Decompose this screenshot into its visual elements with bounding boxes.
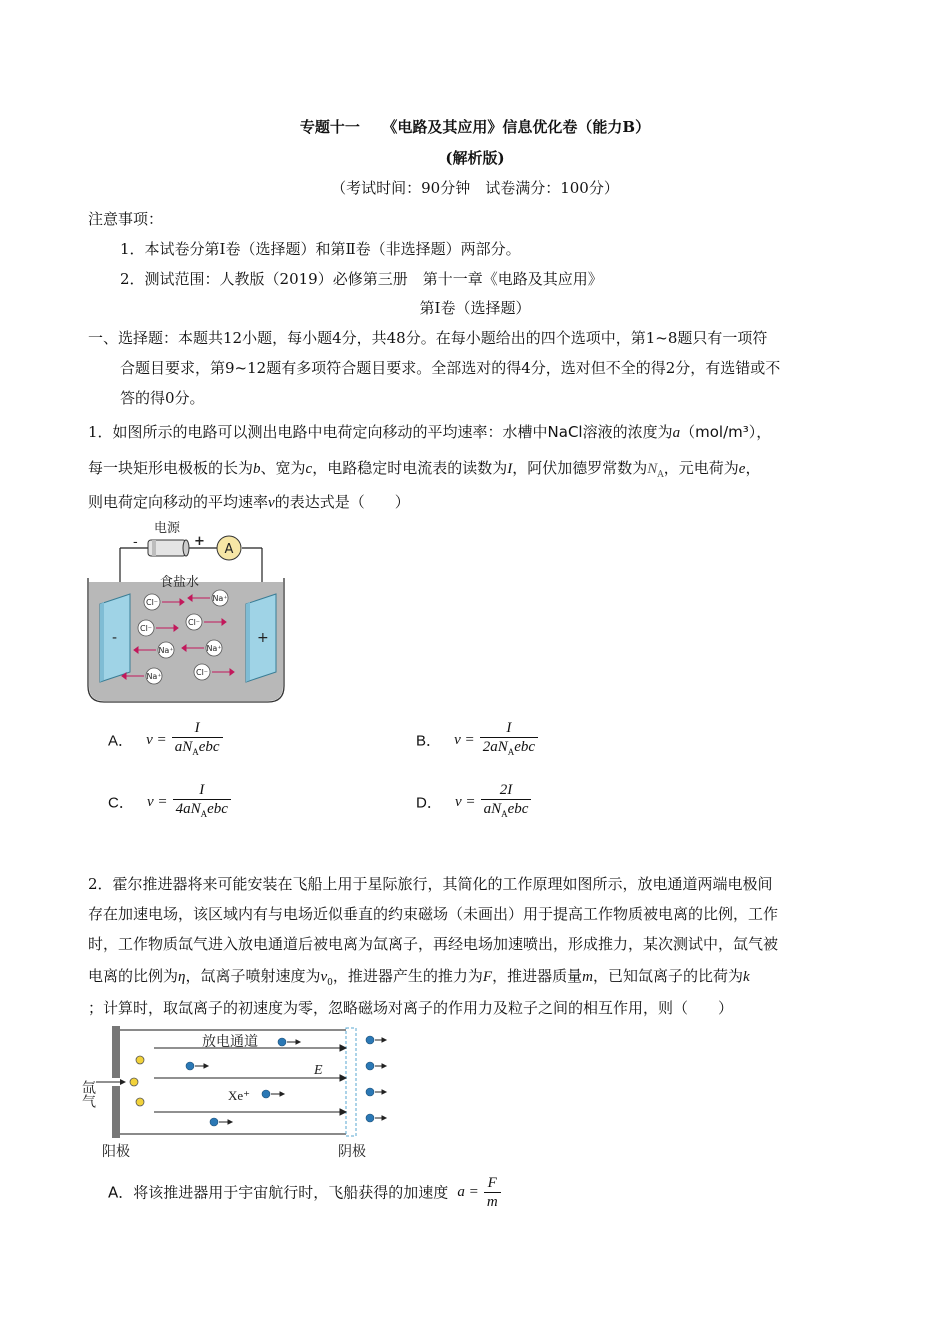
ion-na [206,640,222,656]
svg-text:Cl⁻: Cl⁻ [187,618,201,627]
channel-label: 放电通道 [202,1034,258,1050]
instructions-line-1: 一、选择题：本题共12小题，每小题4分，共48分。在每小题给出的四个选项中，第1~8题只有一项符 [88,329,768,347]
anode-plate [112,1026,120,1078]
anode-plate [112,1086,120,1138]
ion-na [158,642,174,658]
q2-line-2: 存在加速电场，该区域内有与电场近似垂直的约束磁场（未画出）用于提高工作物质被电离的比例，工作 [88,905,779,923]
salt-water-label: 食盐水 [160,575,200,590]
gas-label: 氙气 [80,1080,96,1108]
electrode-plus-label: + [257,630,269,646]
q1-line-3: 则电荷定向移动的平均速率v的表达式是（ ） [88,493,410,511]
cathode-label: 阴极 [338,1144,366,1160]
q1-option-d[interactable]: D． v = $\frac{2I}{aN_Aebc}$ [416,781,531,823]
svg-text:Na⁺: Na⁺ [158,646,174,655]
anode-label: 阳极 [102,1144,130,1160]
battery-icon [148,540,189,556]
ion-cl [194,664,210,680]
q2-thruster-figure [80,1022,394,1162]
power-label: 电源 [154,521,181,536]
ion-na [212,590,228,606]
ion-cl [186,614,202,630]
xe-ion-label: Xe⁺ [228,1088,251,1103]
svg-text:Na⁺: Na⁺ [146,672,162,681]
notes-item-2: 2．测试范围：人教版（2019）必修第三册 第十一章《电路及其应用》 [120,270,603,288]
q1-circuit-figure [86,518,286,706]
svg-text:Na⁺: Na⁺ [206,644,222,653]
svg-text:Na⁺: Na⁺ [212,594,228,603]
page-subtitle: (解析版) [445,149,505,167]
section-title: 第Ⅰ卷（选择题） [419,299,531,317]
instructions-line-3: 答的得0分。 [120,389,205,407]
ion-na [146,668,162,684]
ion-cl [138,620,154,636]
q1-line-2: 每一块矩形电极板的长为b、宽为c，电路稳定时电流表的读数为I，阿伏加德罗常数为$N_A$，元电荷为e， [88,459,761,480]
xenon-atoms [130,1056,144,1106]
svg-text:Cl⁻: Cl⁻ [195,668,209,677]
svg-text:Cl⁻: Cl⁻ [145,598,159,607]
q2-line-4: 电离的比例为η，氙离子喷射速度为$v_0$，推进器产生的推力为F，推进器质量m，已知氙离子的比荷为k [88,967,750,988]
notes-heading: 注意事项： [88,210,164,228]
ion-cl [144,594,160,610]
ammeter-label: A [224,542,234,557]
q1-option-b[interactable]: B． v = $\frac{I}{2aN_Aebc}$ [416,719,538,761]
q2-line-3: 时，工作物质氙气进入放电通道后被电离为氙离子，再经电场加速喷出，形成推力，某次测试中，氙气被 [88,935,779,953]
q2-line-1: 2．霍尔推进器将来可能安装在飞船上用于星际旅行，其简化的工作原理如图所示，放电通道两端电极间 [88,875,773,893]
notes-item-1: 1．本试卷分第Ⅰ卷（选择题）和第Ⅱ卷（非选择题）两部分。 [120,240,521,258]
q2-line-5: ；计算时，取氙离子的初速度为零，忽略磁场对离子的作用力及粒子之间的相互作用，则（ ） [88,999,734,1017]
field-E-label: E [314,1063,323,1078]
q2-option-a[interactable]: A．将该推进器用于宇宙航行时，飞船获得的加速度 a = $\frac{F}{m}$ [108,1174,501,1211]
electrode-minus-label: - [112,630,118,646]
page-title: 专题十一 《电路及其应用》信息优化卷（能力B） [299,118,651,136]
svg-text:Cl⁻: Cl⁻ [139,624,153,633]
cathode-grid [346,1028,356,1136]
q1-option-a[interactable]: A． v = $\frac{I}{aN_Aebc}$ [108,719,223,761]
exam-info: （考试时间：90分钟 试卷满分：100分） [331,179,619,197]
q1-line-1: 1．如图所示的电路可以测出电路中电荷定向移动的平均速率：水槽中NaCl溶液的浓度为a（mol/m³）， [88,423,772,441]
q1-option-c[interactable]: C． v = $\frac{I}{4aN_Aebc}$ [108,781,231,823]
battery-minus: - [133,535,138,550]
instructions-line-2: 合题目要求，第9~12题有多项符合题目要求。全部选对的得4分，选对但不全的得2分，有选错或不 [120,359,781,377]
battery-plus: + [194,534,205,549]
